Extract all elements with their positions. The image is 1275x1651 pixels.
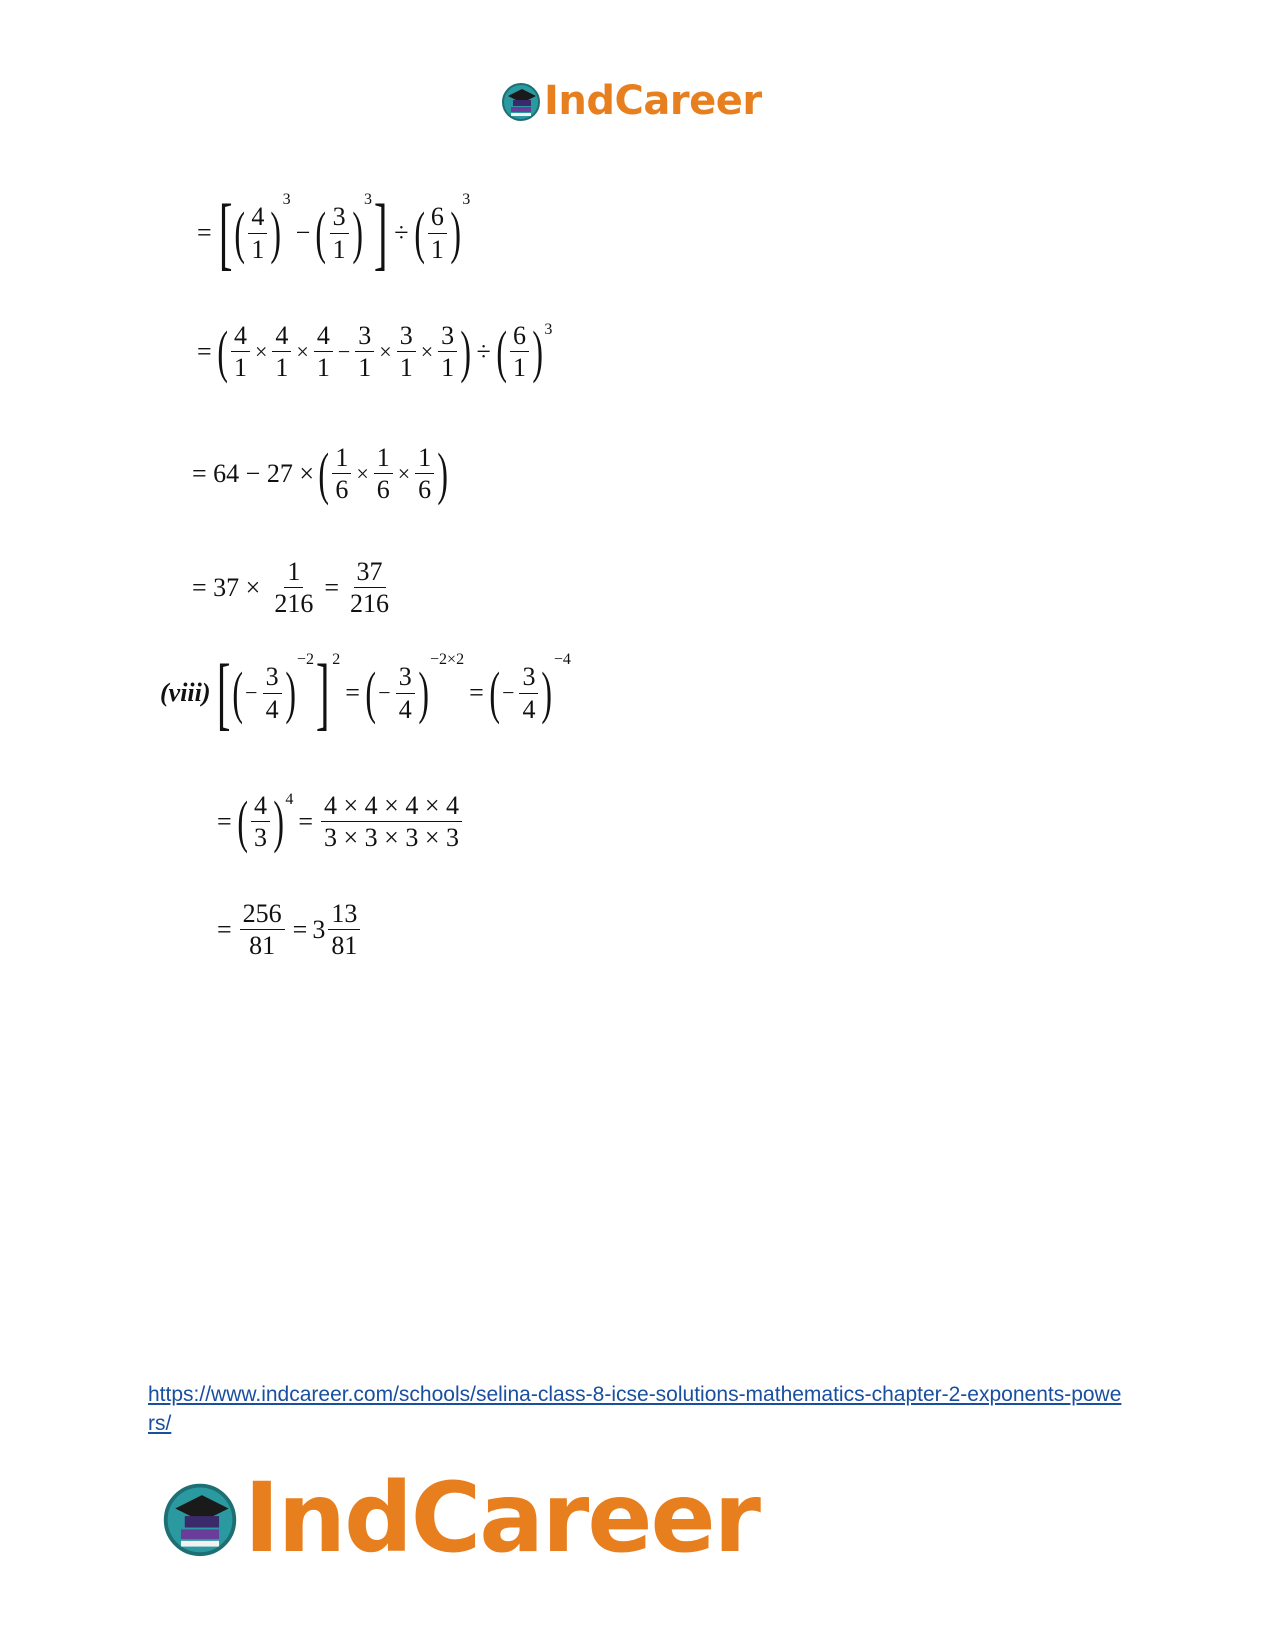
equals-sign: = [217,914,232,944]
times-sign: × [296,338,309,364]
math-line-1 [192,187,471,278]
numerator: 4 [231,322,250,352]
numerator: 4 [314,322,333,352]
denominator: 1 [399,353,413,383]
numerator: 256 [240,900,285,930]
times-sign: × [255,338,268,364]
denominator: 1 [332,234,346,264]
math-line-4 [192,558,395,618]
times-sign: × [379,338,392,364]
denominator: 4 [398,694,412,724]
left-paren: ( [234,200,245,265]
fraction [374,444,393,504]
numerator: 4 × 4 × 4 × 4 [321,792,462,822]
fraction [231,322,250,382]
fraction [240,900,285,960]
right-paren: ) [437,440,449,506]
numerator: 37 [354,558,386,588]
left-paren: ( [413,200,425,265]
denominator: 6 [335,475,349,505]
exponent: 3 [363,191,372,208]
numerator: 3 [438,322,457,352]
denominator: 81 [249,931,276,961]
fraction [332,444,351,504]
denominator: 216 [274,589,314,619]
math-line-5 [160,647,571,738]
exponent: 4 [285,791,294,808]
denominator: 6 [418,475,432,505]
fraction [519,663,538,723]
denominator: 3 × 3 × 3 × 3 [324,823,459,853]
numerator: 1 [284,558,303,588]
numerator: 3 [396,663,415,693]
fraction [251,792,270,852]
denominator: 1 [430,234,444,264]
fraction [272,322,291,382]
times-sign: × [397,460,411,486]
graduation-globe-icon [500,80,542,122]
minus-sign: − [295,218,311,247]
right-paren: ) [450,200,461,265]
numerator: 6 [510,322,529,352]
right-paren: ) [541,660,553,725]
right-bracket: ] [315,647,330,738]
divide-sign: ÷ [476,336,491,366]
fraction [248,203,267,263]
exponent: −2×2 [430,651,465,668]
numerator: 3 [519,663,538,693]
equals-sign: = [469,678,484,707]
left-paren: ( [237,788,248,854]
equals-sign: = [292,914,308,944]
right-paren: ) [284,660,296,725]
left-paren: ( [217,318,228,384]
denominator: 1 [251,234,265,264]
fraction [321,792,462,852]
fraction [263,663,282,723]
denominator: 4 [522,694,536,724]
denominator: 1 [234,353,247,383]
exponent: 3 [282,191,291,208]
fraction [396,663,415,723]
left-paren: ( [496,318,507,384]
exponent: −4 [553,651,571,668]
left-paren: ( [315,200,327,265]
denominator: 6 [376,475,390,505]
denominator: 1 [441,353,455,383]
left-paren: ( [489,660,500,725]
right-paren: ) [532,318,544,384]
header-logo [500,78,762,124]
right-paren: ) [418,660,429,725]
exponent: 3 [544,321,553,338]
times-sign: × [420,338,434,364]
numerator: 4 [272,322,291,352]
math-line-2 [192,318,553,384]
denominator: 3 [254,823,267,853]
right-paren: ) [270,200,282,265]
right-bracket: ] [373,187,388,278]
graduation-globe-icon [160,1478,240,1558]
left-paren: ( [365,660,376,725]
logo-wordmark: IndCareer [544,78,762,124]
divide-sign: ÷ [394,218,409,247]
source-link[interactable]: https://www.indcareer.com/schools/selina-class-8-icse-solutions-mathematics-chapter-2-exponents-powers/ [148,1383,1122,1435]
left-paren: ( [232,660,243,725]
denominator: 1 [275,353,289,383]
numerator: 1 [332,444,351,474]
denominator: 4 [265,694,279,724]
part-label: (viii) [160,678,211,707]
math-line-6 [212,788,465,854]
math-line-3 [192,440,449,506]
numerator: 3 [263,663,282,693]
expression-text: = 64 − 27 × [192,458,314,488]
left-bracket: [ [218,187,233,278]
left-bracket: [ [216,647,231,738]
numerator: 6 [428,203,447,233]
expression-text: = 37 × [192,572,261,602]
fraction [355,322,374,382]
numerator: 3 [355,322,374,352]
right-paren: ) [460,318,472,384]
minus-sign: − [245,680,258,705]
numerator: 4 [251,792,270,822]
exponent: 2 [332,651,341,668]
fraction [271,558,316,618]
times-sign: × [356,460,369,486]
mixed-whole: 3 [312,914,326,944]
fraction [397,322,416,382]
equals-sign: = [298,806,313,836]
denominator: 81 [331,931,358,961]
right-paren: ) [351,200,363,265]
minus-sign: − [378,680,391,705]
footer-logo [160,1462,759,1574]
fraction [328,900,360,960]
exponent: −2 [296,651,314,668]
logo-wordmark: IndCareer [244,1462,759,1574]
denominator: 216 [350,589,389,619]
fraction [314,322,333,382]
numerator: 3 [330,203,349,233]
minus-sign: − [337,338,351,364]
math-line-7 [212,900,363,960]
fraction [428,203,447,263]
fraction [415,444,434,504]
numerator: 4 [248,203,267,233]
equals-sign: = [197,336,212,366]
numerator: 1 [415,444,434,474]
exponent: 3 [462,191,471,208]
denominator: 1 [513,353,527,383]
numerator: 1 [374,444,393,474]
fraction [330,203,349,263]
fraction [510,322,529,382]
right-paren: ) [273,788,284,854]
denominator: 1 [358,353,372,383]
numerator: 13 [328,900,360,930]
left-paren: ( [318,440,329,506]
equals-sign: = [197,218,212,247]
equals-sign: = [345,678,360,707]
equals-sign: = [217,806,232,836]
fraction [438,322,457,382]
numerator: 3 [397,322,416,352]
denominator: 1 [316,353,330,383]
equals-sign: = [324,572,339,602]
minus-sign: − [502,680,515,705]
fraction [347,558,392,618]
